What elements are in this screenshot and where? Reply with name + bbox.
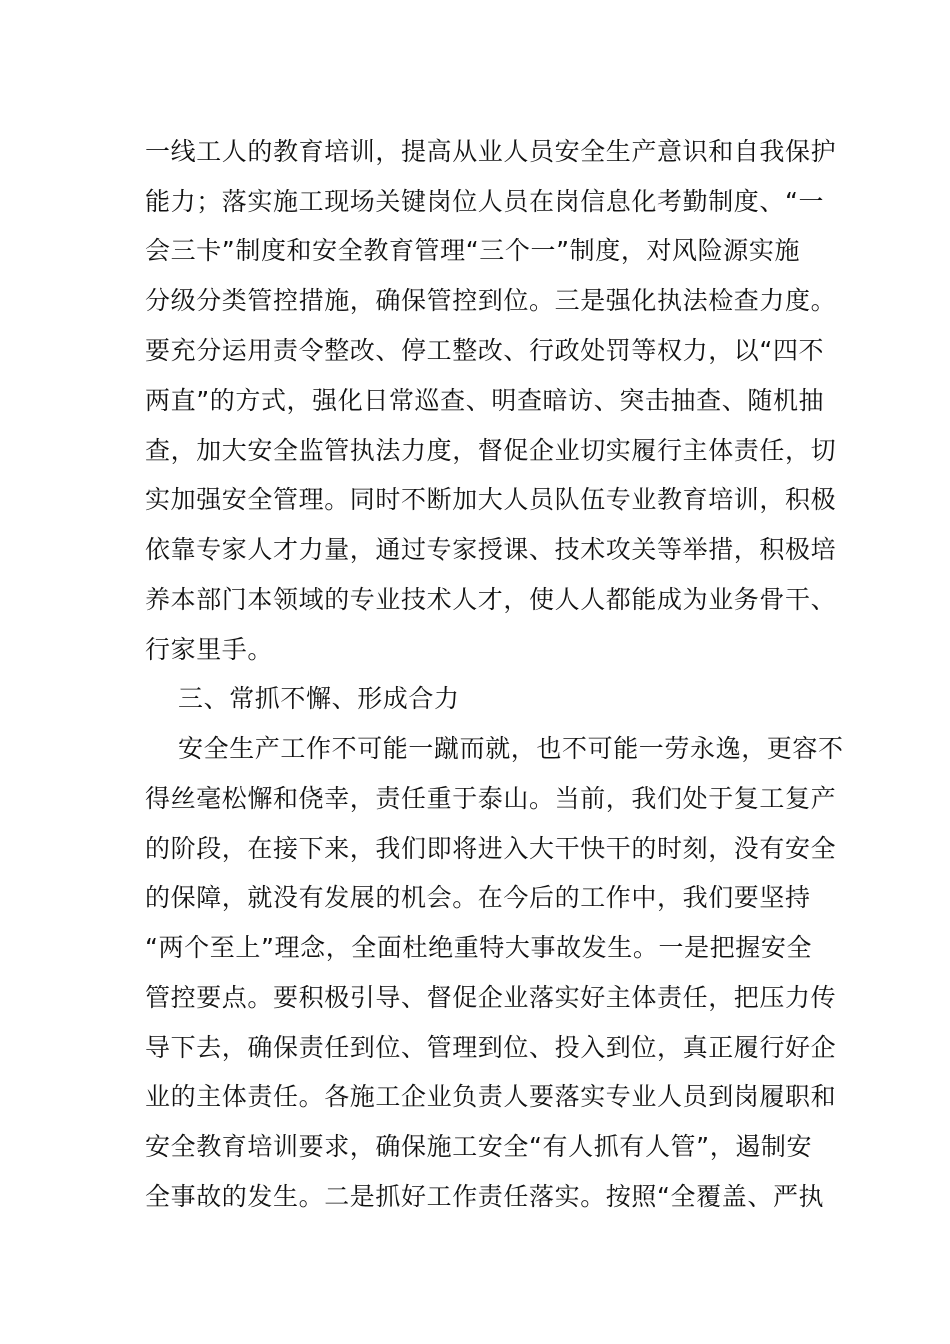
paragraph-line: 实加强安全管理。同时不断加大人员队伍专业教育培训，积极: [145, 485, 837, 514]
paragraph-line: 的阶段，在接下来，我们即将进入大干快干的时刻，没有安全: [145, 834, 837, 863]
paragraph-line: 能力；落实施工现场关键岗位人员在岗信息化考勤制度、“一: [145, 187, 825, 216]
paragraph-line: 分级分类管控措施，确保管控到位。三是强化执法检查力度。: [145, 286, 837, 315]
paragraph-line: 导下去，确保责任到位、管理到位、投入到位，真正履行好企: [145, 1033, 837, 1062]
paragraph-line: 安全教育培训要求，确保施工安全“有人抓有人管”，遏制安: [145, 1132, 813, 1161]
paragraph-line: 养本部门本领域的专业技术人才，使人人都能成为业务骨干、: [145, 585, 837, 614]
paragraph-line: 得丝毫松懈和侥幸，责任重于泰山。当前，我们处于复工复产: [145, 784, 837, 813]
paragraph-line: 要充分运用责令整改、停工整改、行政处罚等权力，以“四不: [145, 336, 825, 365]
paragraph-line: 依靠专家人才力量，通过专家授课、技术攻关等举措，积极培: [145, 535, 837, 564]
paragraph-line: 行家里手。: [145, 635, 274, 664]
paragraph-line: 两直”的方式，强化日常巡查、明查暗访、突击抽查、随机抽: [145, 386, 825, 415]
paragraph-line: 一线工人的教育培训，提高从业人员安全生产意识和自我保护: [145, 137, 837, 166]
paragraph-line: 管控要点。要积极引导、督促企业落实好主体责任，把压力传: [145, 983, 837, 1012]
paragraph-line: 业的主体责任。各施工企业负责人要落实专业人员到岗履职和: [145, 1082, 837, 1111]
paragraph-line: 全事故的发生。二是抓好工作责任落实。按照“全覆盖、严执: [145, 1182, 825, 1211]
paragraph-line: 会三卡”制度和安全教育管理“三个一”制度，对风险源实施: [145, 236, 801, 265]
paragraph-line: 查，加大安全监管执法力度，督促企业切实履行主体责任，切: [145, 436, 837, 465]
paragraph-line: 的保障，就没有发展的机会。在今后的工作中，我们要坚持: [145, 883, 811, 912]
paragraph-line: 安全生产工作不可能一蹴而就，也不可能一劳永逸，更容不: [178, 734, 844, 763]
paragraph-line: “两个至上”理念，全面杜绝重特大事故发生。一是把握安全: [145, 933, 813, 962]
section-heading: 三、常抓不懈、形成合力: [178, 684, 460, 713]
